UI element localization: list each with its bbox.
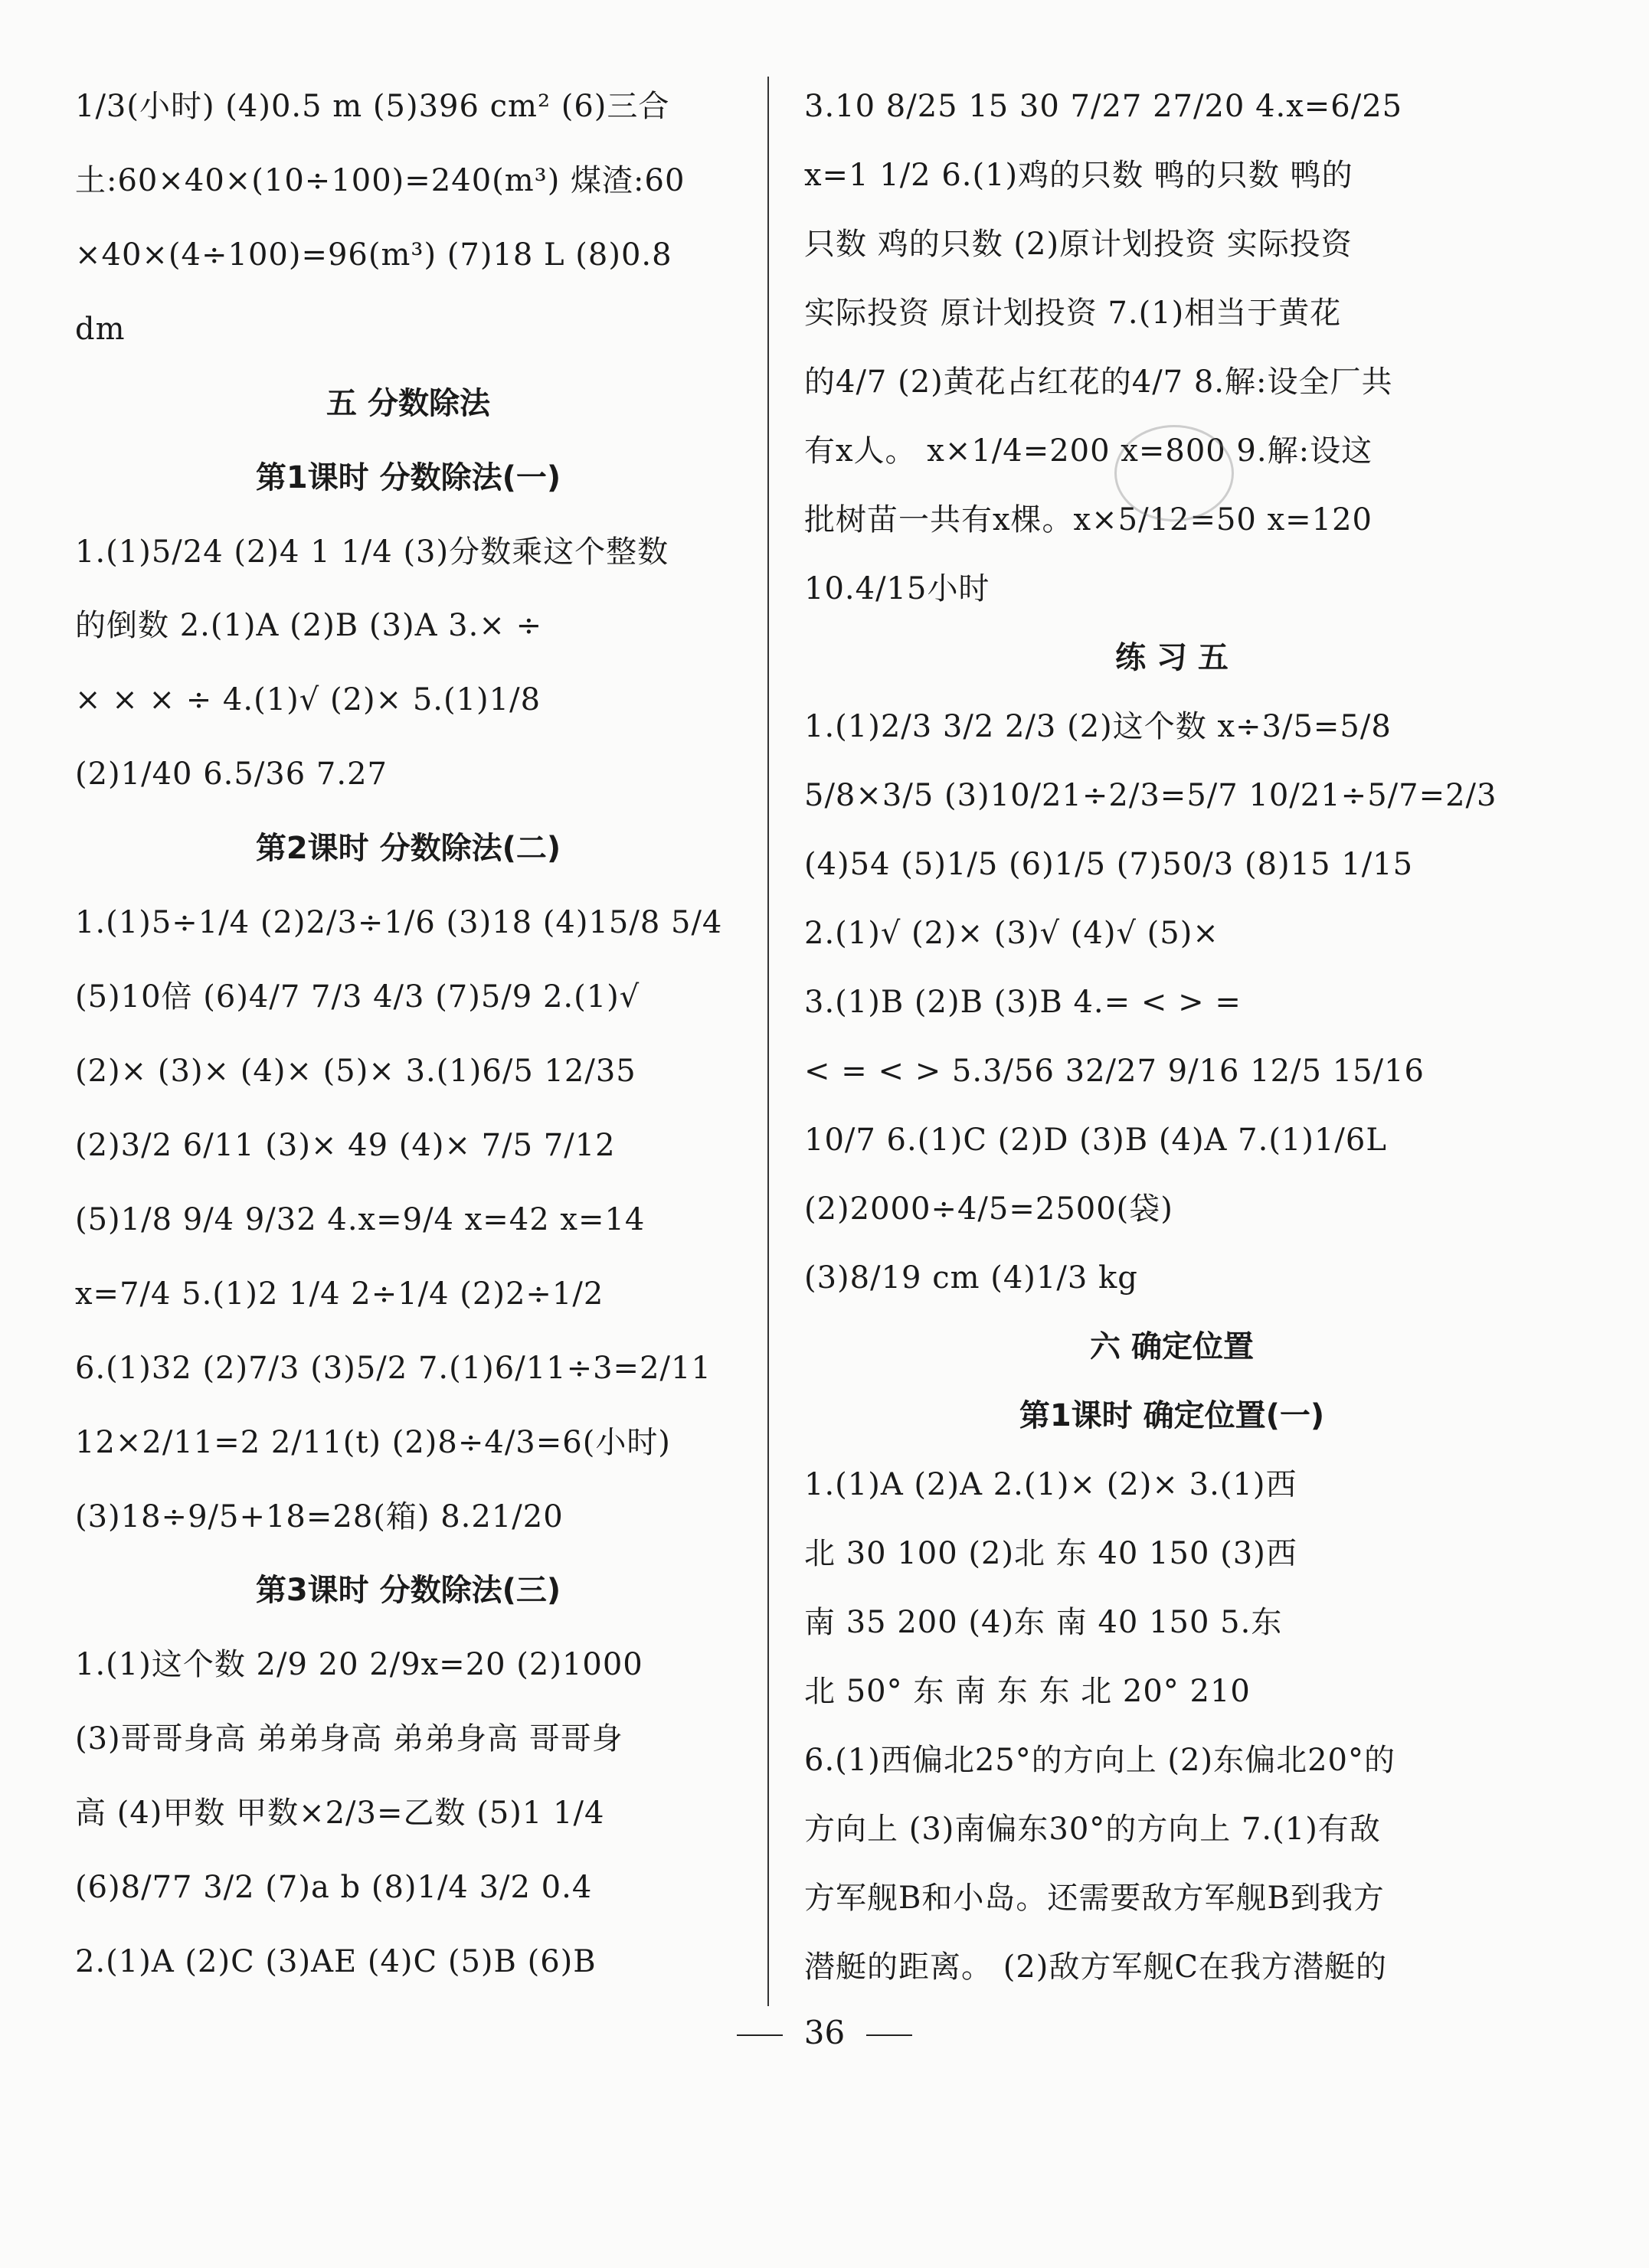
- dash-left: [737, 2034, 783, 2036]
- answer-line: (2)2000÷4/5=2500(袋): [804, 1191, 1173, 1227]
- answer-line: 潜艇的距离。 (2)敌方军舰C在我方潜艇的: [804, 1949, 1387, 1985]
- answer-line: < = < > 5.3/56 32/27 9/16 12/5 15/16: [804, 1054, 1425, 1089]
- dash-right: [866, 2034, 912, 2036]
- section-heading: 练 习 五: [1115, 640, 1229, 675]
- answer-line: (2)1/40 6.5/36 7.27: [75, 757, 388, 792]
- section-heading: 六 确定位置: [1090, 1329, 1254, 1364]
- answer-line: 1.(1)这个数 2/9 20 2/9x=20 (2)1000: [75, 1647, 643, 1683]
- section-heading: 第1课时 分数除法(一): [255, 459, 561, 495]
- answer-line: 的倒数 2.(1)A (2)B (3)A 3.× ÷: [75, 608, 543, 644]
- watermark-stamp: [1114, 425, 1234, 521]
- answer-line: 10/7 6.(1)C (2)D (3)B (4)A 7.(1)1/6L: [804, 1123, 1387, 1158]
- answer-line: 北 30 100 (2)北 东 40 150 (3)西: [804, 1536, 1297, 1571]
- answer-line: (2)× (3)× (4)× (5)× 3.(1)6/5 12/35: [75, 1053, 636, 1089]
- answer-line: (3)18÷9/5+18=28(箱) 8.21/20: [75, 1498, 564, 1534]
- answer-line: 1.(1)5÷1/4 (2)2/3÷1/6 (3)18 (4)15/8 5/4: [75, 905, 723, 941]
- answer-line: 有x人。 x×1/4=200 x=800 9.解:设这: [804, 433, 1373, 469]
- answer-line: 北 50° 东 南 东 东 北 20° 210: [804, 1674, 1251, 1709]
- answer-line: 5/8×3/5 (3)10/21÷2/3=5/7 10/21÷5/7=2/3: [804, 778, 1497, 813]
- answer-line: 3.(1)B (2)B (3)B 4.= < > =: [804, 985, 1242, 1020]
- answer-line: x=1 1/2 6.(1)鸡的只数 鸭的只数 鸭的: [804, 158, 1353, 193]
- answer-line: 2.(1)√ (2)× (3)√ (4)√ (5)×: [804, 916, 1219, 951]
- answer-line: 6.(1)32 (2)7/3 (3)5/2 7.(1)6/11÷3=2/11: [75, 1350, 712, 1386]
- answer-line: (5)1/8 9/4 9/32 4.x=9/4 x=42 x=14: [75, 1201, 646, 1237]
- answer-line: ×40×(4÷100)=96(m³) (7)18 L (8)0.8: [75, 237, 672, 273]
- answer-line: 的4/7 (2)黄花占红花的4/7 8.解:设全厂共: [804, 364, 1393, 400]
- answer-line: 1/3(小时) (4)0.5 m (5)396 cm² (6)三合: [75, 89, 670, 124]
- answer-line: 1.(1)A (2)A 2.(1)× (2)× 3.(1)西: [804, 1467, 1297, 1502]
- page-number: [0, 2014, 1649, 2051]
- answer-line: 1.(1)2/3 3/2 2/3 (2)这个数 x÷3/5=5/8: [804, 709, 1392, 744]
- answer-line: (3)哥哥身高 弟弟身高 弟弟身高 哥哥身: [75, 1721, 623, 1757]
- section-heading: 第2课时 分数除法(二): [255, 831, 561, 867]
- answer-line: × × × ÷ 4.(1)√ (2)× 5.(1)1/8: [75, 682, 541, 718]
- left-column: [75, 84, 741, 2014]
- answer-line: (2)3/2 6/11 (3)× 49 (4)× 7/5 7/12: [75, 1127, 616, 1163]
- answer-line: 3.10 8/25 15 30 7/27 27/20 4.x=6/25: [804, 89, 1403, 124]
- answer-line: 方向上 (3)南偏东30°的方向上 7.(1)有敌: [804, 1812, 1381, 1847]
- section-heading: 第1课时 确定位置(一): [1019, 1398, 1325, 1433]
- answer-line: 高 (4)甲数 甲数×2/3=乙数 (5)1 1/4: [75, 1796, 605, 1832]
- answer-line: x=7/4 5.(1)2 1/4 2÷1/4 (2)2÷1/2: [75, 1276, 604, 1312]
- answer-line: dm: [75, 311, 126, 347]
- section-heading: 五 分数除法: [326, 385, 490, 421]
- answer-line: (3)8/19 cm (4)1/3 kg: [804, 1260, 1138, 1296]
- page-number-text: 36: [803, 2014, 846, 2051]
- answer-line: 6.(1)西偏北25°的方向上 (2)东偏北20°的: [804, 1743, 1395, 1778]
- answer-line: 南 35 200 (4)东 南 40 150 5.东: [804, 1605, 1283, 1640]
- section-heading: 第3课时 分数除法(三): [255, 1573, 561, 1609]
- answer-line: 方军舰B和小岛。还需要敌方军舰B到我方: [804, 1881, 1385, 1916]
- answer-line: 12×2/11=2 2/11(t) (2)8÷4/3=6(小时): [75, 1424, 671, 1460]
- column-divider: [767, 77, 769, 2006]
- answer-line: (4)54 (5)1/5 (6)1/5 (7)50/3 (8)15 1/15: [804, 847, 1414, 882]
- answer-line: 实际投资 原计划投资 7.(1)相当于黄花: [804, 296, 1342, 331]
- answer-line: 土:60×40×(10÷100)=240(m³) 煤渣:60: [75, 162, 685, 198]
- answer-line: (5)10倍 (6)4/7 7/3 4/3 (7)5/9 2.(1)√: [75, 979, 640, 1015]
- answer-line: 只数 鸡的只数 (2)原计划投资 实际投资: [804, 227, 1353, 262]
- right-column: [804, 84, 1539, 2014]
- answer-line: (6)8/77 3/2 (7)a b (8)1/4 3/2 0.4: [75, 1870, 593, 1906]
- answer-line: 批树苗一共有x棵。x×5/12=50 x=120: [804, 502, 1373, 538]
- answer-line: 2.(1)A (2)C (3)AE (4)C (5)B (6)B: [75, 1944, 597, 1980]
- answer-line: 10.4/15小时: [804, 571, 990, 606]
- answer-line: 1.(1)5/24 (2)4 1 1/4 (3)分数乘这个整数: [75, 534, 669, 570]
